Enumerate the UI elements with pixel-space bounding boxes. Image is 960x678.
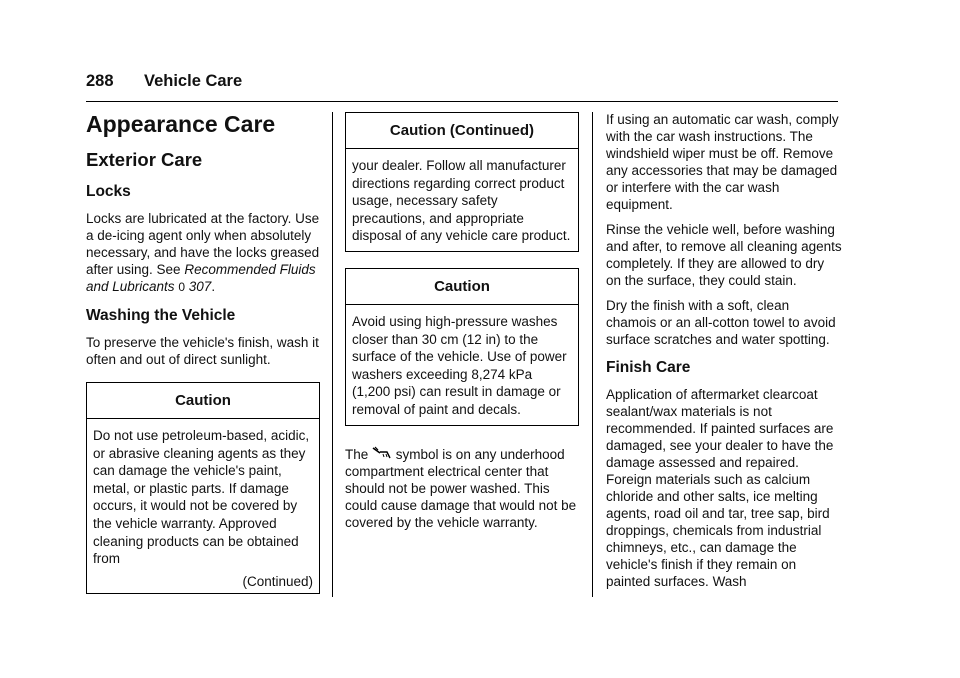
- column-middle: [345, 108, 579, 531]
- caution-box-2: [345, 268, 579, 426]
- column-divider: [592, 112, 593, 597]
- page-ref-number[interactable]: 307: [188, 279, 212, 294]
- page-header: [86, 72, 838, 102]
- cross-reference-link[interactable]: Recommended Fluids and Lubricants: [86, 262, 316, 294]
- dry-paragraph: Dry the finish with a soft, clean chamois or an all-cotton towel to avoid surface scratches and water spotting.: [606, 298, 836, 347]
- caution-body-2: Avoid using high-pressure washes closer than 30 cm (12 in) to the surface of the vehicle. Use of power washers exceeding 8,274 kPa (1,200 psi) can result in damage or removal of paint and decals.: [352, 313, 567, 417]
- washing-heading: Washing the Vehicle: [86, 307, 236, 324]
- finish-care-paragraph: Application of aftermarket clearcoat sealant/wax materials is not recommended. If painted surfaces are damaged, see your dealer to have the damage assessed and repaired. Foreign materials such as calcium chloride and other salts, ice melting agents, road oil and tar, tree sap, bird droppings, chemicals from industrial chimneys, etc., can damage the vehicle's finish if they remain on painted surfaces. Wash: [606, 387, 834, 589]
- column-right: [606, 108, 842, 590]
- page-number: 288: [86, 72, 114, 90]
- column-divider: [332, 112, 333, 597]
- rinse-paragraph: Rinse the vehicle well, before washing and after, to remove all cleaning agents completely. If they are allowed to dry on the surface, they could stain.: [606, 222, 842, 288]
- page-ref-arrow-icon: 0: [178, 280, 186, 294]
- column-left: [86, 108, 320, 594]
- caution-continued-title: Caution (Continued): [346, 113, 578, 149]
- chapter-heading: Appearance Care: [86, 111, 276, 137]
- caution-continued-body: your dealer. Follow all manufacturer directions regarding correct product usage, necessary safety precautions, and appropriate disposal of any vehicle care product.: [352, 158, 571, 244]
- locks-paragraph: [86, 210, 320, 296]
- section-title: Vehicle Care: [144, 72, 243, 90]
- symbol-paragraph: [345, 446, 579, 531]
- locks-text: Locks are lubricated at the factory. Use a de-icing agent only when absolutely necessary, and have the locks greased after using. See: [86, 211, 320, 277]
- caution-body: Do not use petroleum-based, acidic, or abrasive cleaning agents as they can damage the vehicle's paint, metal, or plastic parts. If damage occurs, it would not be covered by the vehicle warranty. Approved cleaning products can be obtained from: [93, 428, 310, 567]
- symbol-text-pre: The: [345, 446, 369, 462]
- symbol-text-post: symbol is on any underhood compartment electrical center that should not be power washed. This could cause damage that would not be covered by the vehicle warranty.: [345, 446, 577, 530]
- continued-label: (Continued): [242, 573, 313, 589]
- power-washer-symbol-icon: [372, 446, 392, 460]
- car-wash-paragraph: If using an automatic car wash, comply with the car wash instructions. The windshield wiper must be off. Remove any accessories that may be damaged or interfere with the car wash equipment.: [606, 112, 839, 212]
- caution-title-2: Caution: [346, 269, 578, 305]
- washing-paragraph: To preserve the vehicle's finish, wash it often and out of direct sunlight.: [86, 335, 319, 367]
- caution-title: Caution: [87, 383, 319, 419]
- locks-end: .: [211, 279, 216, 294]
- locks-heading: Locks: [86, 183, 131, 200]
- caution-box: [86, 382, 320, 594]
- subsection-heading: Exterior Care: [86, 149, 203, 170]
- finish-care-heading: Finish Care: [606, 359, 691, 376]
- caution-continued-box: [345, 112, 579, 252]
